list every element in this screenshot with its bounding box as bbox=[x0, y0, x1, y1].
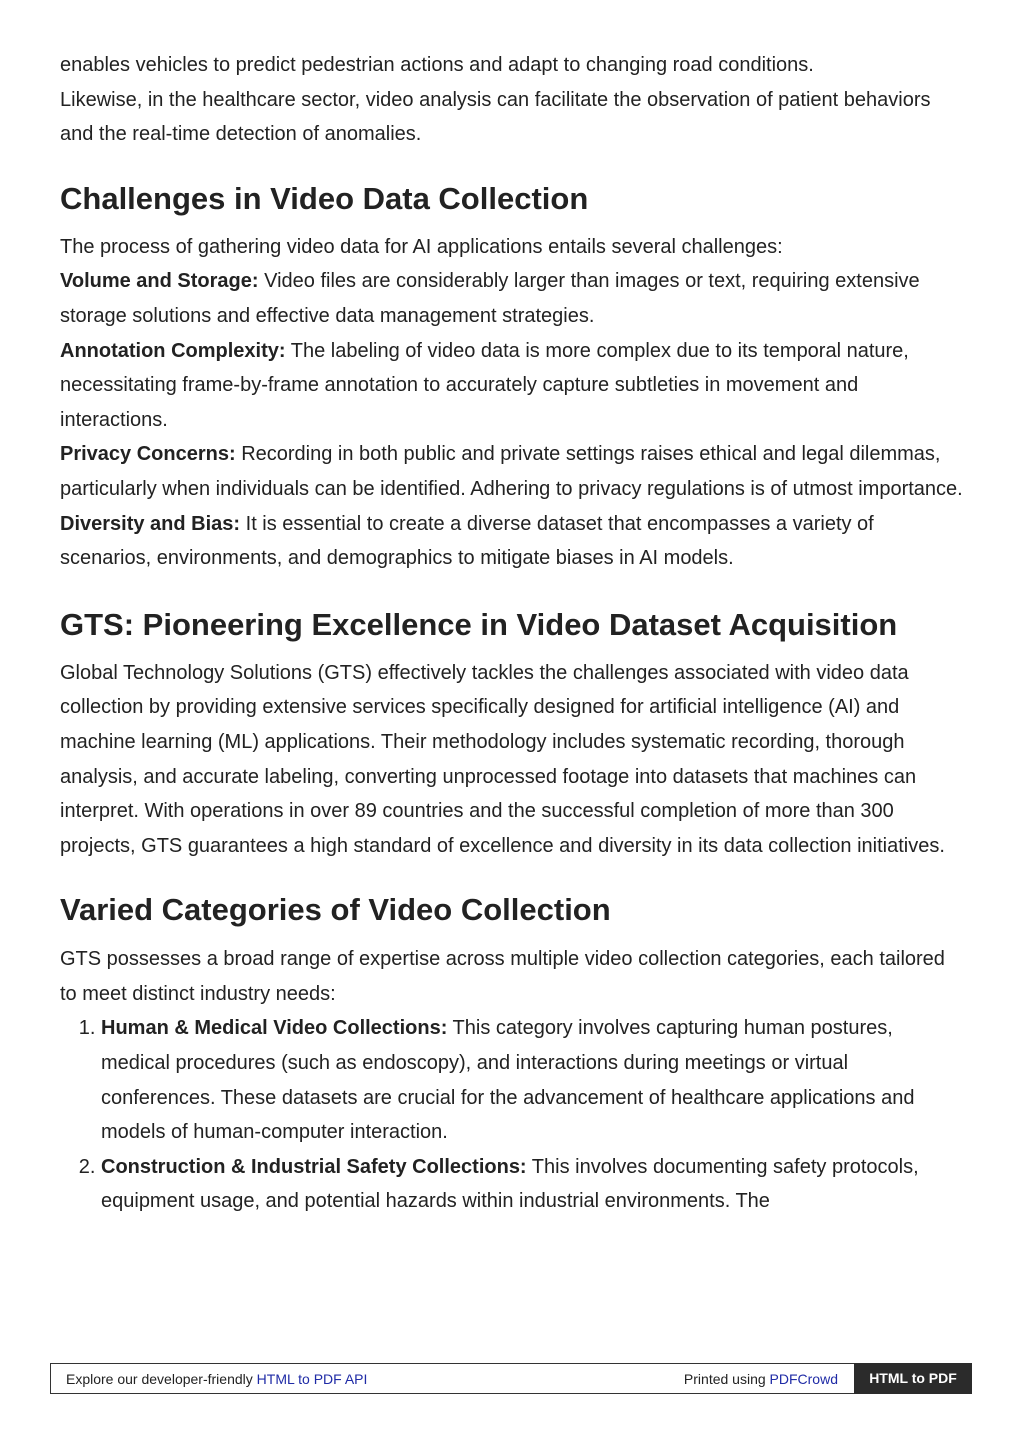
challenges-lead: The process of gathering video data for AI applications entails several challenges: bbox=[60, 235, 783, 258]
category-term: Construction & Industrial Safety Collections: bbox=[101, 1155, 527, 1178]
varied-heading: Varied Categories of Video Collection bbox=[60, 892, 611, 928]
challenge-term: Annotation Complexity: bbox=[60, 339, 286, 362]
challenge-item-privacy bbox=[60, 437, 965, 506]
gts-heading: GTS: Pioneering Excellence in Video Dataset Acquisition bbox=[60, 606, 898, 642]
pdf-footer-bar bbox=[50, 1363, 972, 1394]
document-body bbox=[60, 48, 965, 1219]
footer-printed-text: Printed using bbox=[683, 1371, 770, 1387]
category-item-human-medical bbox=[101, 1011, 965, 1149]
intro-line-1: enables vehicles to predict pedestrian actions and adapt to changing road conditions. bbox=[60, 54, 814, 76]
footer-promo-text: Explore our developer-friendly bbox=[66, 1371, 257, 1387]
challenge-term: Volume and Storage: bbox=[60, 270, 259, 293]
category-item-construction bbox=[101, 1150, 965, 1219]
footer-promo bbox=[66, 1364, 367, 1394]
category-text: This category involves capturing human postures, medical procedures (such as endoscopy), and interactions during meetings or virtual conferences. These datasets are crucial for the advancement of healthcare applications and models of human-computer interaction. bbox=[101, 1017, 915, 1144]
gts-paragraph: Global Technology Solutions (GTS) effectively tackles the challenges associated with video data collection by providing extensive services specifically designed for artificial intelligence (AI) and machine learning (ML) applications. Their methodology includes systematic recording, thorough analysis, and accurate labeling, converting unprocessed footage into datasets that machines can interpret. With operations in over 89 countries and the successful completion of more than 300 projects, GTS guarantees a high standard of excellence and diversity in its data collection initiatives. bbox=[60, 661, 945, 857]
challenge-item-annotation bbox=[60, 334, 965, 438]
category-term: Human & Medical Video Collections: bbox=[101, 1017, 448, 1040]
challenge-item-volume bbox=[60, 264, 965, 333]
footer-printed-by bbox=[684, 1364, 838, 1394]
pdfcrowd-link[interactable]: PDFCrowd bbox=[769, 1371, 838, 1387]
challenge-text: It is essential to create a diverse dataset that encompasses a variety of scenarios, environments, and demographics to mitigate biases in AI models. bbox=[60, 512, 874, 570]
challenges-heading: Challenges in Video Data Collection bbox=[60, 180, 589, 216]
html-to-pdf-badge[interactable]: HTML to PDF bbox=[854, 1363, 972, 1394]
challenge-item-diversity bbox=[60, 507, 965, 576]
varied-lead: GTS possesses a broad range of expertise across multiple video collection categories, each tailored to meet distinct industry needs: bbox=[60, 948, 945, 1005]
intro-line-2: Likewise, in the healthcare sector, video analysis can facilitate the observation of patient behaviors and the real-time detection of anomalies. bbox=[60, 88, 931, 146]
challenge-term: Diversity and Bias: bbox=[60, 512, 241, 535]
html-to-pdf-api-link[interactable]: HTML to PDF API bbox=[256, 1371, 368, 1387]
category-text: This involves documenting safety protocols, equipment usage, and potential hazards within industrial environments. The bbox=[101, 1155, 919, 1213]
challenge-text: Video files are considerably larger than images or text, requiring extensive storage solutions and effective data management strategies. bbox=[60, 270, 920, 327]
challenge-text: Recording in both public and private settings raises ethical and legal dilemmas, particularly when individuals can be identified. Adhering to privacy regulations is of utmost importance. bbox=[60, 443, 963, 500]
intro-paragraph bbox=[60, 48, 965, 152]
challenge-term: Privacy Concerns: bbox=[60, 443, 236, 466]
category-list bbox=[60, 1011, 965, 1219]
challenge-text: The labeling of video data is more complex due to its temporal nature, necessitating frame-by-frame annotation to accurately capture subtleties in movement and interactions. bbox=[60, 339, 909, 431]
